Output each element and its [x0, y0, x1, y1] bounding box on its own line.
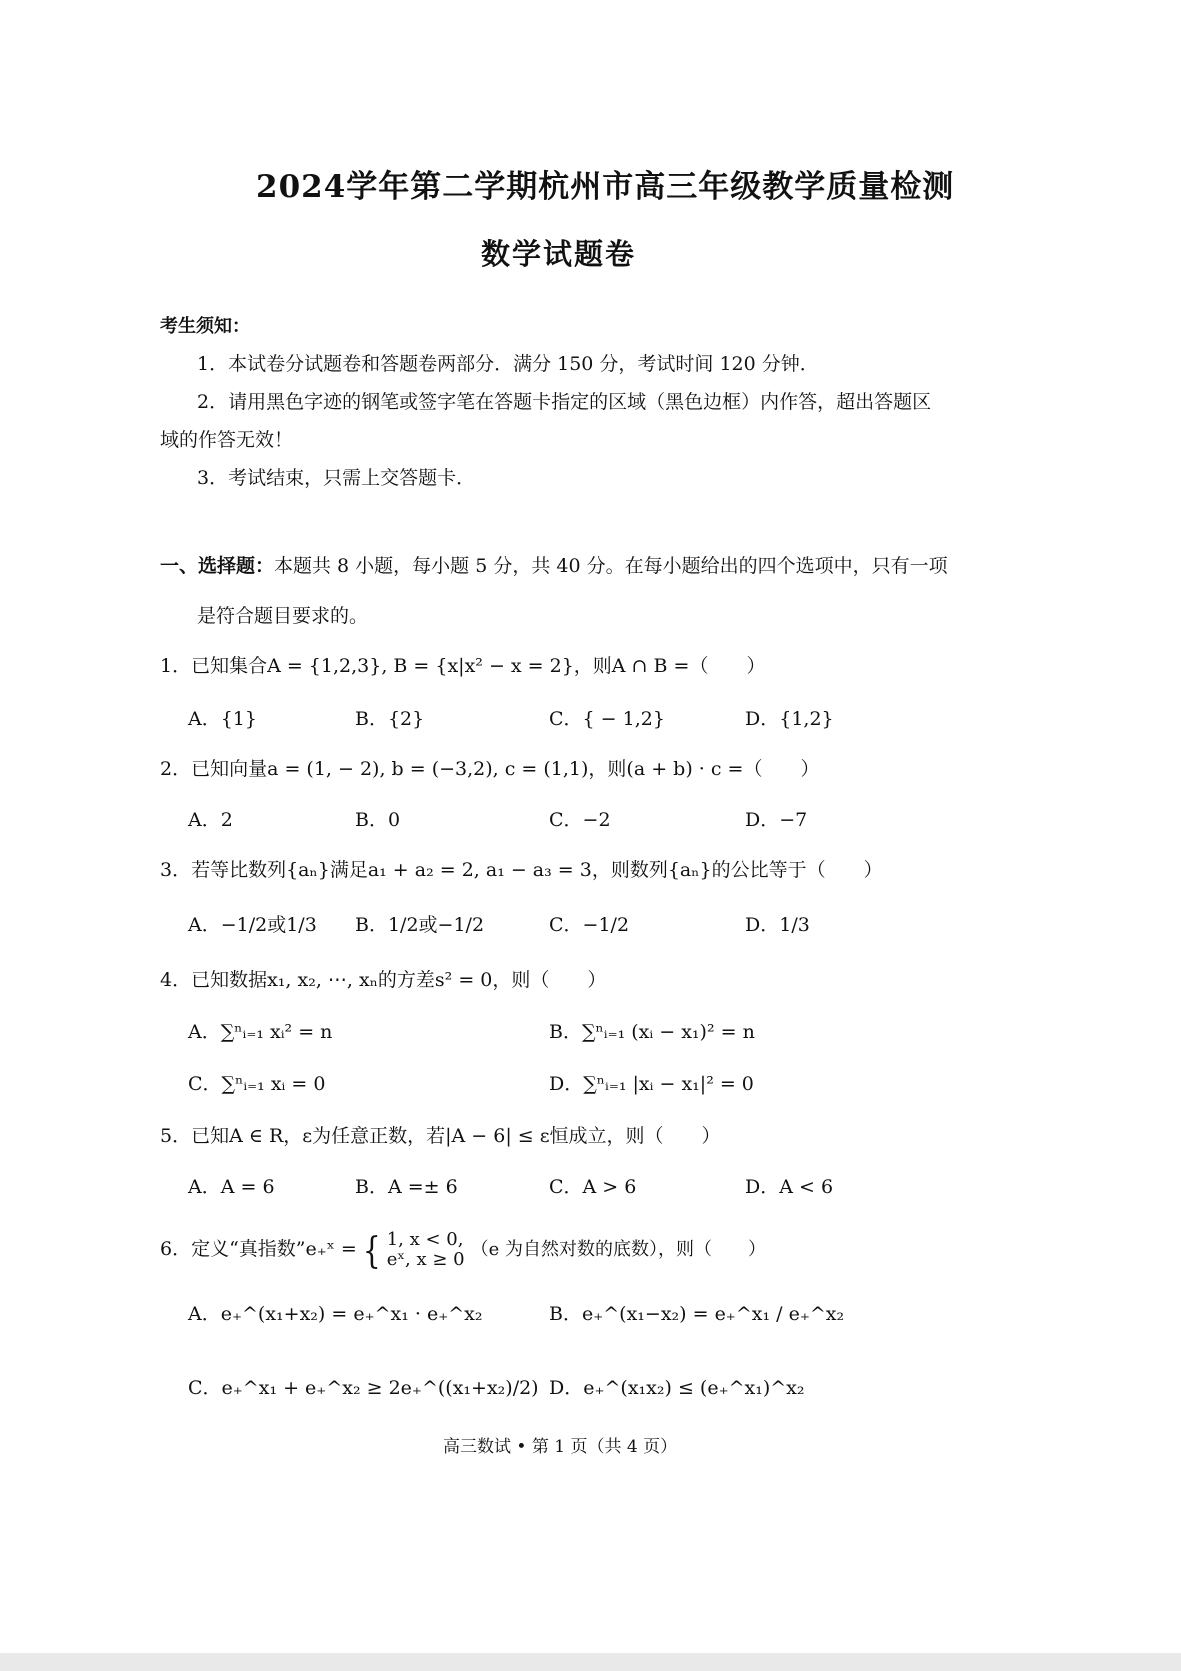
section1-label: 一、选择题： — [160, 555, 275, 577]
q5-option-d: D．A < 6 — [745, 1176, 834, 1198]
q2-option-a: A．2 — [188, 809, 233, 831]
q2-option-d: D．−7 — [745, 809, 808, 831]
q6-stem-prefix: 6．定义“真指数”e₊ˣ = — [160, 1238, 357, 1260]
q6-option-c: C．e₊^x₁ + e₊^x₂ ≥ 2e₊^((x₁+x₂)/2) — [188, 1377, 539, 1399]
question-3-stem: 3．若等比数列{aₙ}满足a₁ + a₂ = 2, a₁ − a₃ = 3，则数列{aₙ}的公比等于（ ） — [160, 859, 883, 881]
q4-option-c: C．∑ⁿᵢ₌₁ xᵢ = 0 — [188, 1073, 326, 1095]
exam-title: 2024学年第二学期杭州市高三年级教学质量检测 — [256, 169, 955, 205]
q1-option-b: B．{2} — [355, 708, 425, 730]
section1-intro-line2: 是符合题目要求的。 — [197, 605, 369, 627]
notice-heading: 考生须知： — [160, 316, 250, 337]
q6-option-d: D．e₊^(x₁x₂) ≤ (e₊^x₁)^x₂ — [549, 1377, 805, 1399]
q3-option-d: D．1/3 — [745, 914, 810, 936]
section1-intro — [160, 551, 948, 578]
question-4-stem: 4．已知数据x₁, x₂, ⋯, xₙ的方差s² = 0，则（ ） — [160, 969, 607, 991]
q6-brace: { — [362, 1228, 381, 1272]
page-footer: 高三数试 • 第 1 页（共 4 页） — [443, 1437, 678, 1457]
q2-option-b: B．0 — [355, 809, 401, 831]
scan-edge — [0, 1653, 1181, 1671]
q4-option-a: A．∑ⁿᵢ₌₁ xᵢ² = n — [188, 1021, 333, 1043]
q6-option-b: B．e₊^(x₁−x₂) = e₊^x₁ / e₊^x₂ — [549, 1303, 845, 1325]
q3-option-a: A．−1/2或1/3 — [188, 914, 317, 936]
q6-option-a: A．e₊^(x₁+x₂) = e₊^x₁ · e₊^x₂ — [188, 1303, 483, 1325]
notice-item-2: 2．请用黑色字迹的钢笔或签字笔在答题卡指定的区域（黑色边框）内作答，超出答题区 — [197, 391, 932, 413]
q1-option-c: C．{ − 1,2} — [549, 708, 665, 730]
q6-piece-1: 1, x < 0, — [386, 1229, 464, 1250]
q5-option-c: C．A > 6 — [549, 1176, 637, 1198]
question-6-stem — [160, 1230, 766, 1270]
exam-subtitle: 数学试题卷 — [481, 237, 637, 271]
question-2-stem: 2．已知向量a = (1, − 2), b = (−3,2), c = (1,1)，则(a + b) · c =（ ） — [160, 758, 820, 780]
q5-option-b: B．A =± 6 — [355, 1176, 458, 1198]
question-5-stem: 5．已知A ∈ R，ε为任意正数，若|A − 6| ≤ ε恒成立，则（ ） — [160, 1125, 721, 1147]
q5-option-a: A．A = 6 — [188, 1176, 275, 1198]
q6-piece-2: eˣ, x ≥ 0 — [386, 1249, 465, 1270]
q1-option-a: A．{1} — [188, 708, 257, 730]
notice-item-3: 3．考试结束，只需上交答题卡． — [197, 467, 476, 489]
question-1-stem: 1．已知集合A = {1,2,3}, B = {x|x² − x = 2}，则A ∩ B =（ ） — [160, 655, 766, 677]
notice-item-1: 1．本试卷分试题卷和答题卷两部分．满分 150 分，考试时间 120 分钟． — [197, 353, 819, 375]
q3-option-c: C．−1/2 — [549, 914, 630, 936]
q2-option-c: C．−2 — [549, 809, 611, 831]
q4-option-d: D．∑ⁿᵢ₌₁ |xᵢ − x₁|² = 0 — [549, 1073, 754, 1095]
q6-piecewise — [387, 1230, 465, 1270]
section1-intro-line1: 本题共 8 小题，每小题 5 分，共 40 分。在每小题给出的四个选项中，只有一项 — [274, 555, 948, 577]
notice-item-2-cont: 域的作答无效！ — [160, 429, 294, 451]
q3-option-b: B．1/2或−1/2 — [355, 914, 485, 936]
q4-option-b: B．∑ⁿᵢ₌₁ (xᵢ − x₁)² = n — [549, 1021, 755, 1043]
q1-option-d: D．{1,2} — [745, 708, 834, 730]
q6-stem-suffix: （e 为自然对数的底数），则（ ） — [470, 1239, 767, 1260]
